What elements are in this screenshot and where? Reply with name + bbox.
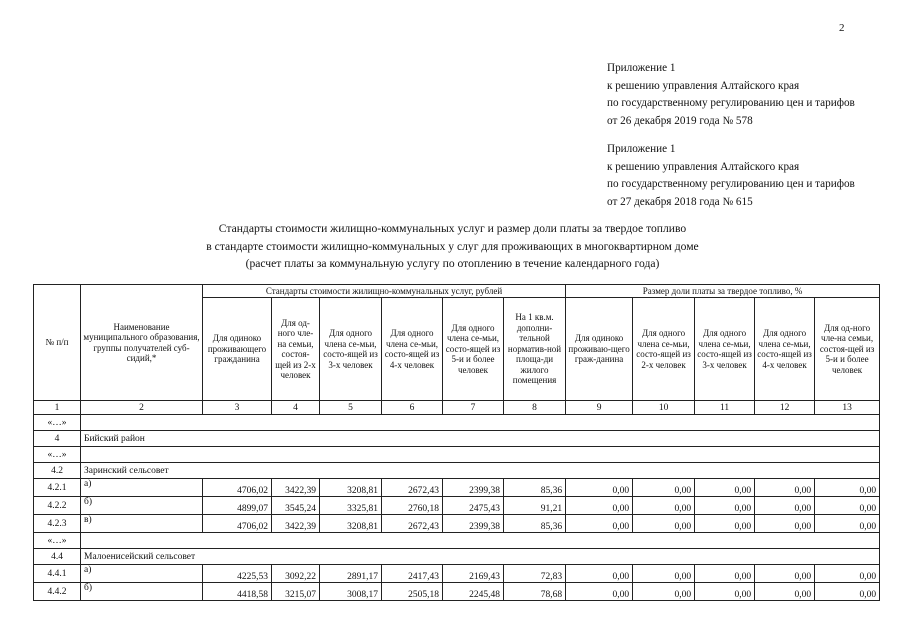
table-row [34, 583, 880, 601]
row-name: в) [81, 515, 203, 533]
appendix-line: от 27 декабря 2018 года № 615 [607, 195, 753, 208]
header-row-number: № п/п [34, 285, 81, 401]
value-cell: 4899,07 [203, 497, 272, 515]
ellipsis-marker: «…» [34, 447, 81, 463]
header-sub: Для одиноко проживающего гражданина [203, 298, 272, 401]
value-cell: 3208,81 [320, 515, 382, 533]
header-sub: Для одного члена се-мьи, состо-ящей из 3-х человек [695, 298, 755, 401]
title-line: (расчет платы за коммунальную услугу по отоплению в течение календарного года) [245, 257, 660, 270]
header-sub: Для одиноко проживаю-щего граж-данина [566, 298, 633, 401]
appendix-line: от 26 декабря 2019 года № 578 [607, 114, 753, 127]
value-cell: 3422,39 [272, 515, 320, 533]
empty-cell [81, 533, 880, 549]
table-row-district [34, 431, 880, 447]
column-number: 2 [81, 401, 203, 415]
table-row [34, 479, 880, 497]
column-number: 5 [320, 401, 382, 415]
standards-table [33, 284, 880, 601]
header-sub: На 1 кв.м. дополни-тельной норматив-ной площа-ди жилого помещения [504, 298, 566, 401]
value-cell: 0,00 [815, 583, 880, 601]
appendix-line: Приложение 1 [607, 62, 676, 74]
value-cell: 0,00 [695, 565, 755, 583]
value-cell: 2399,38 [443, 515, 504, 533]
page-number: 2 [839, 22, 845, 34]
column-number: 9 [566, 401, 633, 415]
value-cell: 0,00 [566, 583, 633, 601]
row-number: 4.2.1 [34, 479, 81, 497]
column-number: 7 [443, 401, 504, 415]
value-cell: 0,00 [566, 515, 633, 533]
appendix-line: Приложение 1 [607, 143, 676, 155]
row-name: Бийский район [81, 431, 880, 447]
value-cell: 2760,18 [382, 497, 443, 515]
row-number: 4.4 [34, 549, 81, 565]
table-row [34, 515, 880, 533]
value-cell: 2475,43 [443, 497, 504, 515]
value-cell: 2672,43 [382, 515, 443, 533]
row-name: Малоенисейский сельсовет [81, 549, 880, 565]
ellipsis-marker: «…» [34, 533, 81, 549]
value-cell: 2245,48 [443, 583, 504, 601]
row-number: 4.2.2 [34, 497, 81, 515]
value-cell: 91,21 [504, 497, 566, 515]
value-cell: 4418,58 [203, 583, 272, 601]
value-cell: 0,00 [755, 515, 815, 533]
empty-cell [81, 447, 880, 463]
column-number: 13 [815, 401, 880, 415]
value-cell: 0,00 [566, 565, 633, 583]
row-number: 4.4.2 [34, 583, 81, 601]
value-cell: 72,83 [504, 565, 566, 583]
column-number: 3 [203, 401, 272, 415]
header-sub: Для одного члена се-мьи, состо-ящей из 4-х человек [382, 298, 443, 401]
value-cell: 0,00 [633, 479, 695, 497]
header-sub: Для одного члена се-мьи, состо-ящей из 5-и и более человек [443, 298, 504, 401]
appendix-line: по государственному регулированию цен и тарифов [607, 97, 855, 109]
value-cell: 0,00 [633, 497, 695, 515]
column-number: 8 [504, 401, 566, 415]
ellipsis-marker: «…» [34, 415, 81, 431]
header-name: Наименование муниципального образования, группы получателей суб-сидий,* [81, 285, 203, 401]
value-cell: 3215,07 [272, 583, 320, 601]
value-cell: 3422,39 [272, 479, 320, 497]
row-number: 4 [34, 431, 81, 447]
value-cell: 85,36 [504, 479, 566, 497]
row-number: 4.4.1 [34, 565, 81, 583]
table-row [34, 565, 880, 583]
header-sub: Для одного члена се-мьи, состо-ящей из 2-х человек [633, 298, 695, 401]
column-number: 12 [755, 401, 815, 415]
column-number: 6 [382, 401, 443, 415]
column-number: 4 [272, 401, 320, 415]
title-line: Стандарты стоимости жилищно-коммунальных услуг и размер доли платы за твердое топливо [218, 222, 687, 235]
value-cell: 3008,17 [320, 583, 382, 601]
appendix-line: к решению управления Алтайского края [607, 160, 800, 173]
column-number: 11 [695, 401, 755, 415]
value-cell: 0,00 [755, 497, 815, 515]
value-cell: 4706,02 [203, 479, 272, 497]
value-cell: 0,00 [755, 583, 815, 601]
document-title [0, 220, 905, 273]
row-name: а) [81, 479, 203, 497]
title-line: в стандарте стоимости жилищно-коммунальных у слуг для проживающих в многоквартирном доме [206, 239, 699, 253]
table-row-ellipsis [34, 415, 880, 431]
value-cell: 0,00 [815, 497, 880, 515]
appendix-line: к решению управления Алтайского края [607, 79, 800, 92]
row-name: б) [81, 583, 203, 601]
row-number: 4.2 [34, 463, 81, 479]
value-cell: 0,00 [633, 583, 695, 601]
value-cell: 2505,18 [382, 583, 443, 601]
value-cell: 0,00 [566, 497, 633, 515]
appendix-block-1 [607, 60, 855, 130]
value-cell: 0,00 [566, 479, 633, 497]
header-sub: Для одного члена се-мьи, состо-ящей из 4-х человек [755, 298, 815, 401]
value-cell: 0,00 [815, 479, 880, 497]
value-cell: 0,00 [695, 479, 755, 497]
value-cell: 0,00 [815, 565, 880, 583]
table-row-ellipsis [34, 447, 880, 463]
value-cell: 0,00 [633, 565, 695, 583]
value-cell: 0,00 [695, 515, 755, 533]
row-name: а) [81, 565, 203, 583]
value-cell: 85,36 [504, 515, 566, 533]
value-cell: 2672,43 [382, 479, 443, 497]
value-cell: 3208,81 [320, 479, 382, 497]
value-cell: 4706,02 [203, 515, 272, 533]
value-cell: 2891,17 [320, 565, 382, 583]
row-name: Заринский сельсовет [81, 463, 880, 479]
header-group-cost: Стандарты стоимости жилищно-коммунальных услуг, рублей [203, 285, 566, 298]
header-sub: Для од-ного чле-на семьи, состоя-щей из 2-х человек [272, 298, 320, 401]
column-number: 10 [633, 401, 695, 415]
row-name: б) [81, 497, 203, 515]
table-row-settlement [34, 463, 880, 479]
value-cell: 0,00 [815, 515, 880, 533]
value-cell: 2417,43 [382, 565, 443, 583]
value-cell: 2399,38 [443, 479, 504, 497]
value-cell: 3092,22 [272, 565, 320, 583]
header-sub: Для одного члена се-мьи, состо-ящей из 3-х человек [320, 298, 382, 401]
table-row-settlement [34, 549, 880, 565]
value-cell: 0,00 [755, 479, 815, 497]
empty-cell [81, 415, 880, 431]
value-cell: 3325,81 [320, 497, 382, 515]
appendix-block-2 [607, 141, 855, 211]
value-cell: 78,68 [504, 583, 566, 601]
value-cell: 0,00 [633, 515, 695, 533]
header-sub: Для од-ного чле-на семьи, состоя-щей из 5-и и более человек [815, 298, 880, 401]
value-cell: 0,00 [695, 497, 755, 515]
header-group-share: Размер доли платы за твердое топливо, % [566, 285, 880, 298]
row-number: 4.2.3 [34, 515, 81, 533]
value-cell: 0,00 [755, 565, 815, 583]
appendix-line: по государственному регулированию цен и тарифов [607, 178, 855, 190]
column-number: 1 [34, 401, 81, 415]
value-cell: 4225,53 [203, 565, 272, 583]
value-cell: 3545,24 [272, 497, 320, 515]
value-cell: 0,00 [695, 583, 755, 601]
table-row [34, 497, 880, 515]
table-row-ellipsis [34, 533, 880, 549]
value-cell: 2169,43 [443, 565, 504, 583]
